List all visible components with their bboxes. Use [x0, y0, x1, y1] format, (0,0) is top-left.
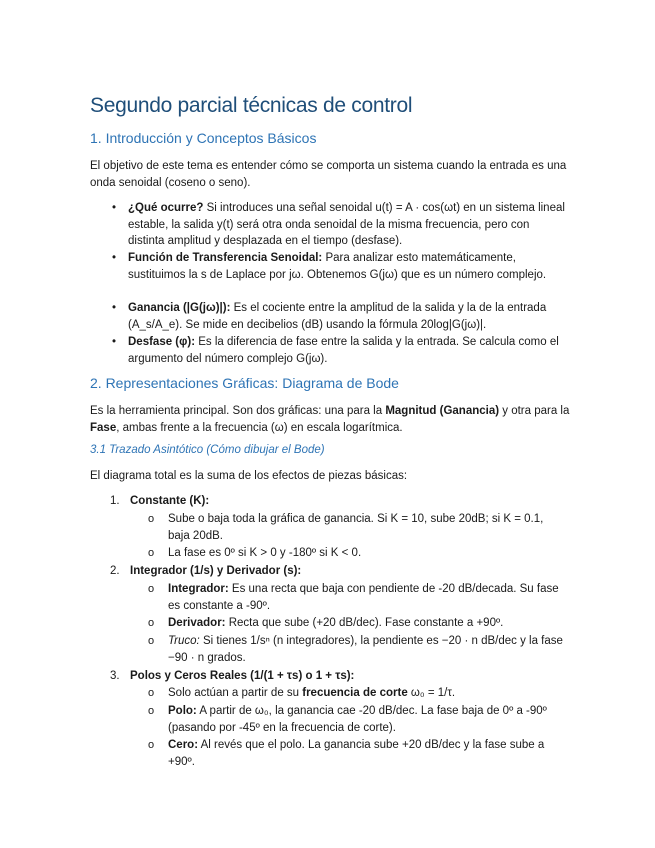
list-number: 2.: [110, 565, 120, 577]
list-item-label: Constante (K):: [130, 495, 210, 507]
bullet-item: • Ganancia (|G(jω)|): Es el cociente entre la amplitud de la salida y la de la entrada (A_s/A_e). Se mide en decibelios (dB) usando la fórmula 20log|G(jω)|.: [112, 302, 547, 331]
section-2-intro: Es la herramienta principal. Son dos gráficas: una para la Magnitud (Ganancia) y otra para la Fase, ambas frente a la frecuencia (ω) en escala logarítmica.: [90, 405, 570, 434]
circle-bullet-icon: o: [148, 513, 155, 525]
bullet-item: • Función de Transferencia Senoidal: Para analizar esto matemáticamente, sustituimos la s de Laplace por jω. Obtenemos G(jω) que es un número complejo.: [112, 252, 547, 281]
list-number: 3.: [110, 670, 120, 682]
list-item-label: Integrador (1/s) y Derivador (s):: [130, 565, 302, 577]
circle-bullet-icon: o: [148, 635, 155, 647]
section-2-heading: 2. Representaciones Gráficas: Diagrama de Bode: [90, 375, 399, 391]
bullet-item: • Desfase (φ): Es la diferencia de fase entre la salida y la entrada. Se calcula como el argumento del número complejo G(jω).: [112, 336, 559, 365]
subsection-heading: 3.1 Trazado Asintótico (Cómo dibujar el Bode): [90, 444, 325, 456]
bullet-item: • ¿Qué ocurre? Si introduces una señal senoidal u(t) = A · cos(ωt) en un sistema lineal estable, la salida y(t) será otra onda senoidal de la misma frecuencia, pero con distinta amplitud y desplazada en el tiempo (desfase).: [112, 202, 565, 247]
sub-item: o La fase es 0º si K > 0 y -180º si K < 0.: [168, 545, 564, 562]
section-1-heading: 1. Introducción y Conceptos Básicos: [90, 130, 317, 146]
subsection-intro: El diagrama total es la suma de los efectos de piezas básicas:: [90, 470, 408, 482]
circle-bullet-icon: o: [148, 739, 155, 751]
sub-item: o Sube o baja toda la gráfica de ganancia. Si K = 10, sube 20dB; si K = 0.1, baja 20dB.: [148, 513, 544, 542]
list-number: 1.: [110, 495, 120, 507]
sub-item: o Truco: Si tienes 1/sⁿ (n integradores), la pendiente es −20 · n dB/dec y la fase −90 · n grados.: [148, 635, 563, 664]
bullet-icon: •: [112, 202, 117, 214]
sub-item: o Integrador: Es una recta que baja con pendiente de -20 dB/decada. Su fase es constante a -90º.: [148, 583, 559, 612]
circle-bullet-icon: o: [148, 617, 155, 629]
bullet-icon: •: [112, 302, 117, 314]
circle-bullet-icon: o: [148, 583, 155, 595]
sub-item: o Derivador: Recta que sube (+20 dB/dec). Fase constante a +90º.: [168, 615, 564, 632]
sub-item: o Cero: Al revés que el polo. La ganancia sube +20 dB/dec y la fase sube a +90º.: [148, 739, 545, 768]
section-1-intro: El objetivo de este tema es entender cómo se comporta un sistema cuando la entrada es una onda senoidal (coseno o seno).: [90, 160, 567, 189]
sub-item: o Polo: A partir de ω₀, la ganancia cae -20 dB/dec. La fase baja de 0º a -90º (pasando por -45º en la frecuencia de corte).: [148, 705, 547, 734]
circle-bullet-icon: o: [148, 705, 155, 717]
bullet-icon: •: [112, 252, 117, 264]
list-item-label: Polos y Ceros Reales (1/(1 + τs) o 1 + τs):: [130, 670, 355, 682]
bullet-icon: •: [112, 336, 117, 348]
page-title: Segundo parcial técnicas de control: [90, 94, 413, 117]
circle-bullet-icon: o: [148, 687, 155, 699]
circle-bullet-icon: o: [148, 547, 155, 559]
sub-item: o Solo actúan a partir de su frecuencia de corte ω₀ = 1/τ.: [168, 685, 564, 702]
